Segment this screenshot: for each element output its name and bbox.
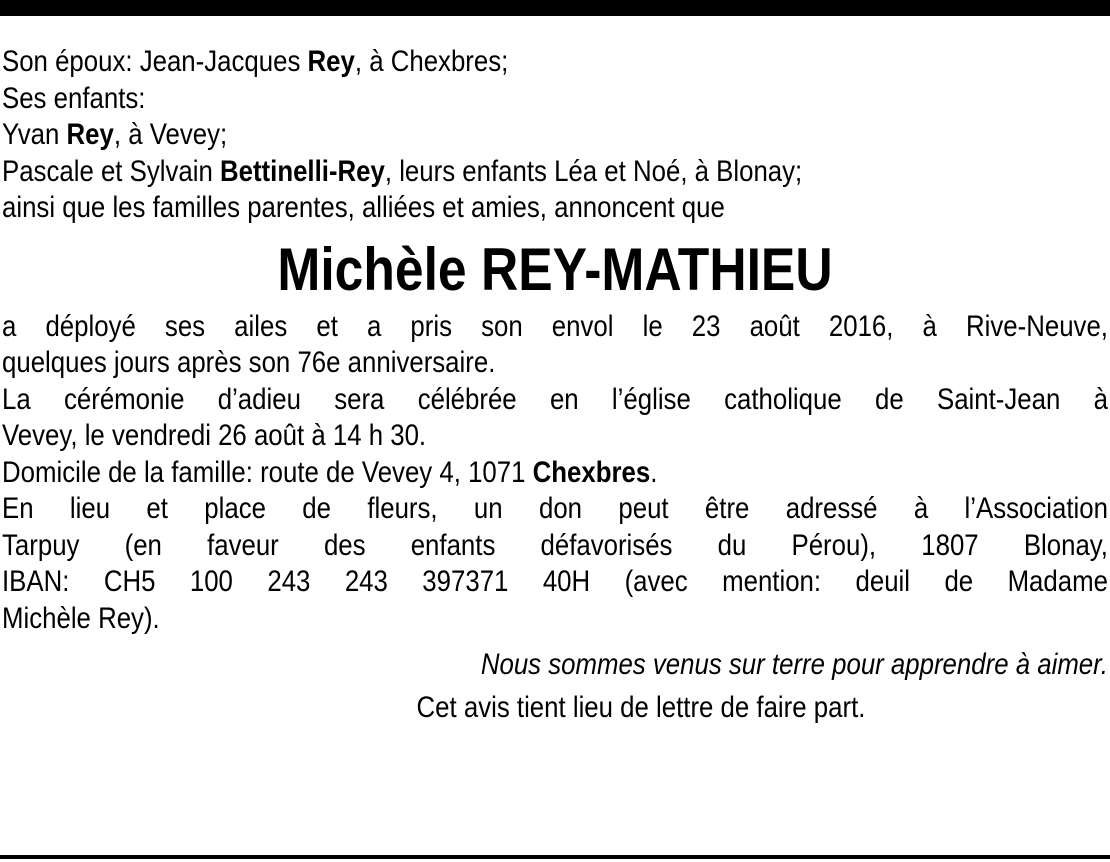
spouse-suffix: , à Chexbres; (354, 45, 509, 78)
domicile-line (2, 455, 1108, 492)
child2-name: Bettinelli-Rey (219, 154, 385, 188)
donation-line-4: Michèle Rey). (2, 601, 160, 635)
domicile-suffix: . (650, 455, 658, 489)
motto: Nous sommes venus sur terre pour apprendre à aimer. (480, 648, 1108, 681)
ceremony-line-1: La cérémonie d’adieu sera célébrée en l’église catholique de Saint-Jean à (2, 382, 1108, 416)
spouse-name: Rey (307, 45, 355, 78)
child1-name: Rey (66, 118, 114, 151)
donation-line-1: En lieu et place de fleurs, un don peut être adressé à l’Association (2, 492, 1108, 525)
closing-note: Cet avis tient lieu de lettre de faire part. (416, 690, 866, 724)
donation-line-3: IBAN: CH5 100 243 243 397371 40H (avec mention: deuil de Madame (2, 565, 1108, 598)
child2-first: Pascale et Sylvain (2, 154, 220, 188)
child1-line (2, 117, 1108, 154)
announcement-line-2: quelques jours après son 76e anniversaire. (2, 346, 496, 379)
ceremony-line-2: Vevey, le vendredi 26 août à 14 h 30. (2, 419, 427, 452)
donation-line-2: Tarpuy (en faveur des enfants défavorisés du Pérou), 1807 Blonay, (2, 528, 1108, 562)
domicile-town: Chexbres (532, 455, 651, 489)
child1-first: Yvan (2, 118, 67, 151)
families-line: ainsi que les familles parentes, alliées et amies, annoncent que (2, 191, 725, 224)
deceased-name: Michèle REY-MATHIEU (277, 235, 833, 303)
top-rule (0, 0, 1110, 16)
obituary-notice (2, 44, 1108, 726)
child1-suffix: , à Vevey; (113, 118, 228, 151)
spouse-prefix: Son époux: Jean-Jacques (2, 45, 308, 78)
domicile-prefix: Domicile de la famille: route de Vevey 4, 1071 (2, 455, 533, 489)
bottom-rule (0, 855, 1110, 859)
announcement-line-1: a déployé ses ailes et a pris son envol le 23 août 2016, à Rive-Neuve, (2, 309, 1108, 343)
child2-line (2, 154, 1108, 191)
spouse-line (2, 44, 1108, 81)
children-label: Ses enfants: (2, 81, 146, 115)
child2-suffix: , leurs enfants Léa et Noé, à Blonay; (384, 154, 803, 188)
